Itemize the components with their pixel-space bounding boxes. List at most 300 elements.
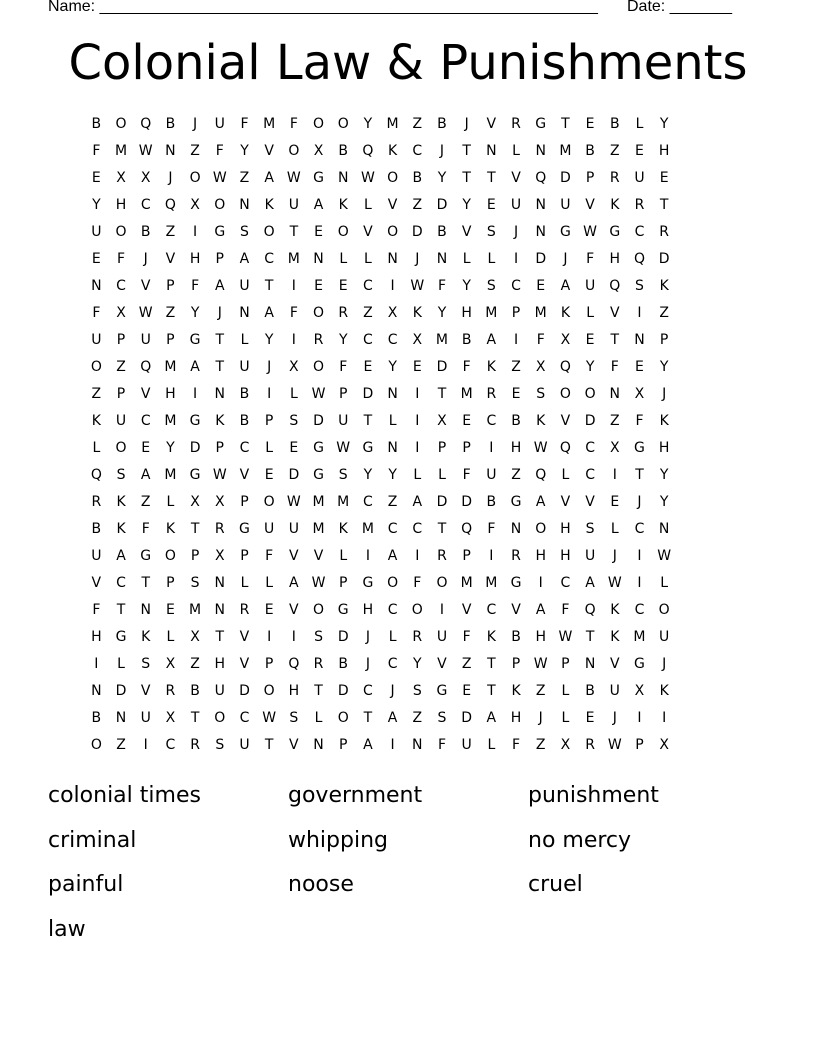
grid-letter[interactable]: V (363, 224, 373, 240)
grid-letter[interactable]: R (659, 224, 670, 240)
grid-letter[interactable]: K (536, 413, 546, 429)
grid-letter[interactable]: K (659, 278, 669, 294)
grid-letter[interactable]: E (635, 143, 644, 159)
grid-letter[interactable]: K (215, 413, 225, 429)
grid-letter[interactable]: A (486, 332, 497, 348)
grid-letter[interactable]: S (338, 467, 348, 483)
grid-letter[interactable]: A (535, 494, 546, 510)
grid-letter[interactable]: E (91, 251, 101, 267)
grid-letter[interactable]: B (190, 683, 200, 699)
grid-letter[interactable]: R (91, 494, 102, 510)
grid-letter[interactable]: P (215, 440, 224, 456)
grid-letter[interactable]: N (486, 143, 497, 159)
grid-letter[interactable]: Q (140, 116, 152, 132)
grid-letter[interactable]: B (511, 413, 521, 429)
grid-letter[interactable]: C (239, 710, 250, 726)
grid-letter[interactable]: Q (288, 656, 300, 672)
grid-letter[interactable]: O (263, 494, 275, 510)
grid-letter[interactable]: Z (609, 413, 620, 429)
grid-letter[interactable]: F (462, 359, 471, 375)
grid-letter[interactable]: J (612, 548, 617, 564)
grid-letter[interactable]: I (291, 278, 296, 294)
grid-letter[interactable]: T (659, 197, 669, 213)
grid-letter[interactable]: Z (91, 386, 102, 402)
grid-letter[interactable]: E (165, 602, 175, 618)
grid-letter[interactable]: L (610, 521, 619, 537)
grid-letter[interactable]: N (387, 440, 398, 456)
grid-letter[interactable]: T (363, 413, 373, 429)
grid-letter[interactable]: B (461, 332, 472, 348)
grid-letter[interactable]: G (239, 521, 250, 537)
grid-letter[interactable]: Z (190, 143, 200, 159)
grid-letter[interactable]: A (387, 548, 398, 564)
grid-letter[interactable]: G (115, 629, 127, 645)
grid-letter[interactable]: M (361, 521, 374, 537)
grid-letter[interactable]: V (461, 224, 472, 240)
grid-letter[interactable]: P (116, 386, 126, 402)
grid-letter[interactable]: O (387, 170, 399, 186)
grid-letter[interactable]: B (239, 413, 250, 429)
grid-letter[interactable]: T (437, 521, 447, 537)
grid-letter[interactable]: P (166, 575, 175, 591)
grid-letter[interactable]: P (116, 332, 126, 348)
grid-letter[interactable]: D (337, 683, 349, 699)
grid-letter[interactable]: F (265, 548, 274, 564)
grid-letter[interactable]: G (362, 575, 374, 591)
grid-letter[interactable]: C (486, 413, 497, 429)
grid-letter[interactable]: O (411, 602, 423, 618)
grid-letter[interactable]: L (561, 683, 570, 699)
grid-letter[interactable]: C (387, 332, 398, 348)
grid-letter[interactable]: M (263, 116, 276, 132)
grid-letter[interactable]: P (240, 548, 249, 564)
grid-letter[interactable]: T (437, 386, 447, 402)
grid-letter[interactable]: R (511, 116, 521, 132)
grid-letter[interactable]: C (511, 278, 521, 294)
grid-letter[interactable]: V (511, 602, 521, 618)
grid-letter[interactable]: H (510, 710, 522, 726)
grid-letter[interactable]: U (214, 683, 225, 699)
grid-letter[interactable]: K (610, 629, 620, 645)
grid-letter[interactable]: R (486, 386, 497, 402)
grid-letter[interactable]: A (289, 575, 299, 591)
grid-letter[interactable]: P (635, 737, 644, 753)
grid-letter[interactable]: X (560, 737, 571, 753)
grid-letter[interactable]: C (165, 737, 176, 753)
grid-letter[interactable]: U (584, 548, 596, 564)
grid-letter[interactable]: D (239, 683, 250, 699)
grid-letter[interactable]: K (338, 521, 348, 537)
grid-letter[interactable]: U (214, 116, 225, 132)
grid-letter[interactable]: R (313, 656, 324, 672)
grid-letter[interactable]: G (535, 116, 547, 132)
grid-letter[interactable]: E (659, 170, 669, 186)
grid-letter[interactable]: B (91, 710, 102, 726)
grid-letter[interactable]: B (437, 116, 447, 132)
grid-letter[interactable]: J (513, 224, 519, 240)
grid-letter[interactable]: D (461, 494, 473, 510)
grid-letter[interactable]: L (561, 467, 570, 483)
grid-letter[interactable]: R (511, 548, 521, 564)
grid-letter[interactable]: N (510, 521, 522, 537)
grid-letter[interactable]: L (462, 251, 471, 267)
grid-letter[interactable]: E (585, 332, 595, 348)
grid-letter[interactable]: I (662, 710, 667, 726)
grid-letter[interactable]: M (114, 143, 128, 159)
grid-letter[interactable]: S (141, 656, 151, 672)
grid-letter[interactable]: S (536, 386, 546, 402)
grid-letter[interactable]: V (140, 683, 151, 699)
grid-letter[interactable]: F (289, 305, 298, 321)
grid-letter[interactable]: A (264, 170, 274, 186)
grid-letter[interactable]: I (415, 440, 420, 456)
grid-letter[interactable]: I (538, 575, 543, 591)
grid-letter[interactable]: Z (609, 143, 620, 159)
grid-letter[interactable]: J (415, 251, 420, 267)
grid-letter[interactable]: K (486, 359, 496, 375)
grid-letter[interactable]: U (91, 224, 102, 240)
grid-letter[interactable]: Y (437, 305, 447, 321)
grid-letter[interactable]: C (387, 521, 398, 537)
grid-letter[interactable]: D (560, 170, 571, 186)
grid-letter[interactable]: L (413, 467, 422, 483)
grid-letter[interactable]: W (558, 629, 573, 645)
grid-letter[interactable]: B (511, 629, 521, 645)
grid-letter[interactable]: M (633, 629, 646, 645)
grid-letter[interactable]: Z (412, 710, 423, 726)
grid-letter[interactable]: L (240, 575, 249, 591)
grid-letter[interactable]: T (116, 602, 126, 618)
grid-letter[interactable]: S (289, 413, 299, 429)
grid-letter[interactable]: L (512, 143, 520, 159)
grid-letter[interactable]: M (485, 575, 498, 591)
grid-letter[interactable]: N (91, 278, 102, 294)
grid-letter[interactable]: N (535, 197, 546, 213)
grid-letter[interactable]: Q (362, 143, 374, 159)
grid-letter[interactable]: J (563, 251, 568, 267)
grid-letter[interactable]: H (91, 629, 102, 645)
grid-letter[interactable]: A (140, 467, 151, 483)
grid-letter[interactable]: I (415, 386, 420, 402)
grid-letter[interactable]: R (190, 737, 200, 753)
grid-letter[interactable]: J (390, 683, 395, 699)
grid-letter[interactable]: S (116, 467, 126, 483)
grid-letter[interactable]: G (140, 548, 152, 564)
grid-letter[interactable]: B (338, 143, 349, 159)
grid-letter[interactable]: H (362, 602, 374, 618)
grid-letter[interactable]: E (338, 278, 348, 294)
grid-letter[interactable]: W (657, 548, 672, 564)
grid-letter[interactable]: I (637, 548, 642, 564)
grid-letter[interactable]: F (413, 575, 422, 591)
grid-letter[interactable]: T (462, 170, 471, 186)
grid-letter[interactable]: U (91, 548, 102, 564)
grid-letter[interactable]: X (289, 359, 299, 375)
grid-letter[interactable]: I (637, 710, 642, 726)
grid-letter[interactable]: F (215, 143, 224, 159)
grid-letter[interactable]: V (461, 602, 472, 618)
grid-letter[interactable]: V (609, 656, 620, 672)
grid-letter[interactable]: L (339, 251, 348, 267)
grid-letter[interactable]: Q (559, 359, 571, 375)
grid-letter[interactable]: N (214, 602, 226, 618)
grid-letter[interactable]: F (117, 251, 126, 267)
grid-letter[interactable]: D (535, 251, 547, 267)
grid-letter[interactable]: O (658, 602, 670, 618)
grid-letter[interactable]: A (116, 548, 126, 564)
grid-letter[interactable]: P (166, 332, 175, 348)
grid-letter[interactable]: K (116, 494, 126, 510)
grid-letter[interactable]: W (410, 278, 425, 294)
grid-letter[interactable]: G (313, 440, 324, 456)
grid-letter[interactable]: X (214, 548, 225, 564)
grid-letter[interactable]: E (486, 197, 496, 213)
grid-letter[interactable]: L (117, 656, 125, 672)
grid-letter[interactable]: K (141, 629, 151, 645)
grid-letter[interactable]: D (337, 629, 349, 645)
grid-letter[interactable]: X (535, 359, 546, 375)
grid-letter[interactable]: K (388, 143, 398, 159)
grid-letter[interactable]: C (634, 521, 645, 537)
grid-letter[interactable]: E (412, 359, 422, 375)
grid-letter[interactable]: P (338, 386, 348, 402)
grid-letter[interactable]: U (140, 710, 151, 726)
grid-letter[interactable]: O (387, 224, 399, 240)
grid-letter[interactable]: F (92, 143, 101, 159)
grid-letter[interactable]: D (115, 683, 127, 699)
grid-letter[interactable]: R (239, 602, 250, 618)
grid-letter[interactable]: D (436, 197, 448, 213)
grid-letter[interactable]: W (533, 656, 548, 672)
grid-letter[interactable]: N (115, 710, 127, 726)
grid-letter[interactable]: L (166, 494, 175, 510)
grid-letter[interactable]: Q (609, 278, 621, 294)
grid-letter[interactable]: B (609, 116, 620, 132)
grid-letter[interactable]: I (390, 278, 395, 294)
grid-letter[interactable]: A (560, 278, 571, 294)
grid-letter[interactable]: K (91, 413, 101, 429)
grid-letter[interactable]: U (436, 629, 448, 645)
grid-letter[interactable]: U (115, 413, 127, 429)
grid-letter[interactable]: P (462, 440, 471, 456)
grid-letter[interactable]: M (534, 305, 547, 321)
grid-letter[interactable]: F (92, 602, 101, 618)
grid-letter[interactable]: S (635, 278, 644, 294)
grid-letter[interactable]: W (336, 440, 351, 456)
grid-letter[interactable]: V (313, 548, 324, 564)
grid-letter[interactable]: D (288, 467, 300, 483)
grid-letter[interactable]: P (437, 440, 447, 456)
grid-letter[interactable]: L (314, 710, 323, 726)
grid-letter[interactable]: L (364, 197, 372, 213)
grid-letter[interactable]: X (387, 305, 398, 321)
grid-letter[interactable]: U (659, 629, 670, 645)
grid-letter[interactable]: K (264, 197, 274, 213)
grid-letter[interactable]: G (559, 224, 571, 240)
grid-letter[interactable]: L (660, 575, 669, 591)
grid-letter[interactable]: H (214, 656, 226, 672)
grid-letter[interactable]: C (387, 602, 398, 618)
grid-letter[interactable]: D (411, 224, 423, 240)
grid-letter[interactable]: L (92, 440, 101, 456)
grid-letter[interactable]: O (313, 602, 325, 618)
grid-letter[interactable]: P (166, 278, 175, 294)
grid-letter[interactable]: M (485, 305, 498, 321)
grid-letter[interactable]: L (561, 710, 570, 726)
grid-letter[interactable]: U (239, 278, 250, 294)
grid-letter[interactable]: O (90, 737, 102, 753)
grid-letter[interactable]: C (363, 278, 373, 294)
grid-letter[interactable]: T (141, 575, 150, 591)
grid-letter[interactable]: Y (437, 170, 447, 186)
grid-letter[interactable]: E (314, 278, 323, 294)
grid-letter[interactable]: U (560, 197, 571, 213)
grid-letter[interactable]: I (94, 656, 99, 672)
grid-letter[interactable]: F (240, 116, 249, 132)
grid-letter[interactable]: F (289, 116, 298, 132)
grid-letter[interactable]: N (535, 143, 546, 159)
grid-letter[interactable]: P (585, 170, 595, 186)
grid-letter[interactable]: Z (412, 116, 423, 132)
grid-letter[interactable]: N (436, 251, 448, 267)
grid-letter[interactable]: G (510, 575, 522, 591)
grid-letter[interactable]: E (462, 413, 472, 429)
grid-letter[interactable]: O (535, 521, 547, 537)
grid-letter[interactable]: Z (511, 359, 521, 375)
grid-letter[interactable]: I (267, 386, 272, 402)
grid-letter[interactable]: K (511, 683, 521, 699)
grid-letter[interactable]: K (338, 197, 348, 213)
grid-letter[interactable]: B (412, 170, 423, 186)
grid-letter[interactable]: E (363, 359, 373, 375)
grid-letter[interactable]: I (291, 629, 296, 645)
grid-letter[interactable]: A (363, 737, 373, 753)
grid-letter[interactable]: U (288, 197, 299, 213)
grid-letter[interactable]: L (265, 575, 274, 591)
grid-letter[interactable]: S (314, 629, 323, 645)
grid-letter[interactable]: I (637, 305, 642, 321)
grid-letter[interactable]: L (586, 305, 594, 321)
grid-letter[interactable]: O (115, 116, 127, 132)
grid-letter[interactable]: X (190, 629, 200, 645)
grid-letter[interactable]: Q (559, 440, 571, 456)
grid-letter[interactable]: F (561, 602, 570, 618)
grid-letter[interactable]: B (165, 116, 176, 132)
grid-letter[interactable]: T (610, 332, 620, 348)
grid-letter[interactable]: J (217, 305, 222, 321)
grid-letter[interactable]: B (338, 656, 349, 672)
grid-letter[interactable]: R (585, 737, 595, 753)
grid-letter[interactable]: S (190, 575, 200, 591)
grid-letter[interactable]: W (360, 170, 375, 186)
grid-letter[interactable]: Z (165, 224, 176, 240)
grid-letter[interactable]: L (388, 413, 397, 429)
grid-letter[interactable]: Y (363, 467, 373, 483)
grid-letter[interactable]: L (166, 629, 175, 645)
grid-letter[interactable]: O (288, 143, 300, 159)
grid-letter[interactable]: V (486, 116, 497, 132)
grid-letter[interactable]: A (535, 602, 546, 618)
grid-letter[interactable]: U (461, 737, 472, 753)
grid-letter[interactable]: V (609, 305, 620, 321)
grid-letter[interactable]: O (115, 224, 127, 240)
grid-letter[interactable]: L (487, 251, 496, 267)
grid-letter[interactable]: X (116, 170, 126, 186)
grid-letter[interactable]: P (215, 251, 224, 267)
grid-letter[interactable]: W (533, 440, 548, 456)
grid-letter[interactable]: J (365, 656, 370, 672)
grid-letter[interactable]: O (337, 116, 349, 132)
grid-letter[interactable]: T (190, 521, 200, 537)
grid-letter[interactable]: F (437, 737, 446, 753)
grid-letter[interactable]: W (262, 710, 277, 726)
grid-letter[interactable]: M (312, 494, 325, 510)
grid-letter[interactable]: L (240, 332, 249, 348)
grid-letter[interactable]: A (214, 278, 225, 294)
grid-letter[interactable]: F (487, 521, 496, 537)
grid-letter[interactable]: I (513, 251, 519, 267)
grid-letter[interactable]: C (264, 251, 275, 267)
grid-letter[interactable]: V (140, 278, 151, 294)
grid-letter[interactable]: X (634, 386, 645, 402)
grid-letter[interactable]: H (609, 251, 621, 267)
grid-letter[interactable]: S (412, 683, 422, 699)
grid-letter[interactable]: F (610, 359, 619, 375)
grid-letter[interactable]: H (560, 521, 571, 537)
grid-letter[interactable]: T (363, 710, 373, 726)
grid-letter[interactable]: I (439, 602, 445, 618)
grid-letter[interactable]: C (585, 440, 595, 456)
grid-letter[interactable]: V (437, 656, 447, 672)
grid-letter[interactable]: I (390, 737, 395, 753)
grid-letter[interactable]: M (164, 359, 177, 375)
grid-letter[interactable]: N (535, 224, 546, 240)
grid-letter[interactable]: M (460, 575, 473, 591)
grid-letter[interactable]: Y (585, 359, 595, 375)
grid-letter[interactable]: N (609, 386, 621, 402)
grid-letter[interactable]: W (583, 224, 598, 240)
grid-letter[interactable]: J (168, 170, 173, 186)
grid-letter[interactable]: N (165, 143, 176, 159)
grid-letter[interactable]: T (487, 656, 496, 672)
grid-letter[interactable]: D (436, 494, 448, 510)
grid-letter[interactable]: Z (412, 197, 423, 213)
grid-letter[interactable]: L (339, 548, 348, 564)
grid-letter[interactable]: Y (363, 116, 373, 132)
grid-letter[interactable]: E (264, 467, 274, 483)
grid-letter[interactable]: Q (90, 467, 102, 483)
grid-letter[interactable]: C (140, 197, 151, 213)
grid-letter[interactable]: V (387, 197, 398, 213)
grid-letter[interactable]: E (610, 494, 620, 510)
grid-letter[interactable]: I (415, 413, 420, 429)
grid-letter[interactable]: A (585, 575, 595, 591)
grid-letter[interactable]: W (607, 575, 622, 591)
grid-letter[interactable]: J (365, 629, 370, 645)
grid-letter[interactable]: D (436, 359, 448, 375)
grid-letter[interactable]: L (289, 386, 298, 402)
grid-letter[interactable]: Z (535, 737, 546, 753)
grid-letter[interactable]: V (239, 656, 250, 672)
grid-letter[interactable]: X (560, 332, 571, 348)
grid-letter[interactable]: Q (164, 197, 176, 213)
grid-letter[interactable]: U (264, 521, 275, 537)
grid-letter[interactable]: Q (535, 170, 547, 186)
grid-letter[interactable]: J (439, 143, 445, 159)
grid-letter[interactable]: T (190, 710, 200, 726)
grid-letter[interactable]: P (338, 575, 348, 591)
grid-letter[interactable]: V (239, 467, 250, 483)
